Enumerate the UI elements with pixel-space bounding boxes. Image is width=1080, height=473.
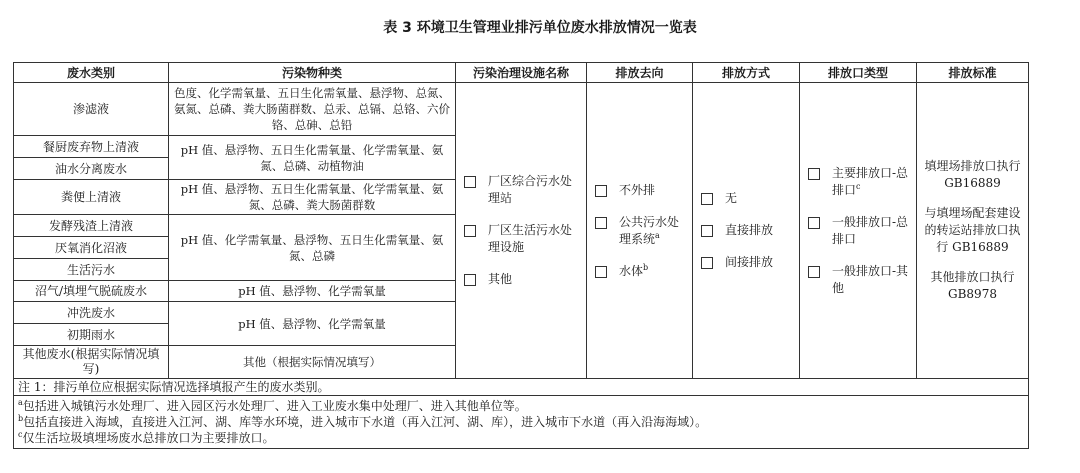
outlet-type-option[interactable] [804,165,912,199]
standard-text: 其他排放口执行 GB8978 [930,270,1015,301]
footnote-b [18,414,1024,430]
outlet-type-option[interactable] [804,263,912,297]
method-option[interactable] [697,190,795,207]
category-cell: 冲洗废水 [14,302,169,324]
category-cell: 粪便上清液 [14,180,169,215]
footnote-mark: c [18,430,23,439]
option-label: 公共污水处理系统 [619,214,680,246]
checkbox-icon [464,274,476,286]
destination-option[interactable] [591,263,688,280]
footnote-row [14,396,1029,449]
method-option[interactable] [697,222,795,239]
checkbox-icon [701,225,713,237]
footnote-mark: b [643,262,649,272]
checkbox-icon [701,257,713,269]
header-outlet-type: 排放口类型 [800,63,917,83]
header-category: 废水类别 [14,63,169,83]
checkbox-icon [808,217,820,229]
option-label: 主要排放口-总排口 [832,165,909,197]
facility-option[interactable] [460,271,582,288]
checkbox-icon [595,217,607,229]
pollutant-cell: 其他（根据实际情况填写） [169,346,456,379]
standard-text: 填埋场排放口执行 GB16889 [924,159,1021,190]
option-label: 水体 [619,263,644,278]
category-cell: 初期雨水 [14,324,169,346]
category-cell: 发酵残渣上清液 [14,215,169,237]
pollutant-cell: pH 值、悬浮物、五日生化需氧量、化学需氧量、氨氮、总磷、动植物油 [169,136,456,180]
option-label: 一般排放口-其他 [832,263,909,295]
category-cell: 油水分离废水 [14,158,169,180]
category-cell: 沼气/填埋气脱硫废水 [14,281,169,302]
checkbox-icon [595,185,607,197]
checkbox-icon [808,168,820,180]
checkbox-icon [595,266,607,278]
pollutant-cell: pH 值、悬浮物、五日生化需氧量、化学需氧量、氨氮、总磷、粪大肠菌群数 [169,180,456,215]
option-label: 厂区生活污水处理设施 [488,223,573,254]
header-method: 排放方式 [693,63,800,83]
checkbox-icon [808,266,820,278]
checkbox-icon [464,225,476,237]
standard-text: 与填埋场配套建设的转运站排放口执行 GB16889 [924,206,1021,254]
footnote-mark: b [18,414,24,423]
footnote-mark: c [856,181,861,191]
category-cell: 餐厨废弃物上清液 [14,136,169,158]
option-label: 无 [725,191,738,205]
outlet-type-option[interactable] [804,214,912,248]
footnote-c [18,430,1024,446]
pollutant-cell: pH 值、化学需氧量、悬浮物、五日生化需氧量、氨氮、总磷 [169,215,456,281]
option-label: 一般排放口-总排口 [832,214,909,246]
facility-options [456,83,587,379]
footnote-a [18,398,1024,414]
wastewater-table [13,62,1029,449]
header-standard: 排放标准 [917,63,1029,83]
footnote-mark: a [655,230,660,240]
method-option[interactable] [697,254,795,271]
checkbox-icon [701,193,713,205]
pollutant-cell: pH 值、悬浮物、化学需氧量 [169,302,456,346]
table-row [14,83,1029,136]
header-pollutants: 污染物种类 [169,63,456,83]
option-label: 直接排放 [725,223,774,237]
footnote-text: 包括进入城镇污水处理厂、进入园区污水处理厂、进入工业废水集中处理厂、进入其他单位等。 [22,399,527,413]
option-label: 不外排 [619,182,656,197]
checkbox-icon [464,176,476,188]
standard-cell [917,83,1029,379]
footnote-mark: a [18,398,23,407]
footnote-text: 包括直接进入海域，直接进入江河、湖、库等水环境，进入城市下水道（再入江河、湖、库），进入城市下水道（再入沿海海域）。 [23,415,708,429]
destination-options [587,83,693,379]
facility-option[interactable] [460,173,582,207]
method-options [693,83,800,379]
table-title: 表 3 环境卫生管理业排污单位废水排放情况一览表 [383,20,697,36]
header-row [14,63,1029,83]
option-label: 间接排放 [725,255,774,269]
pollutant-cell: pH 值、悬浮物、化学需氧量 [169,281,456,302]
category-cell: 生活污水 [14,259,169,281]
category-cell: 厌氧消化沼液 [14,237,169,259]
note-1: 注 1：排污单位应根据实际情况选择填报产生的废水类别。 [14,379,1029,396]
footnote-text: 仅生活垃圾填埋场废水总排放口为主要排放口。 [22,431,275,445]
option-label: 其他 [488,272,513,286]
note-row [14,379,1029,396]
pollutant-cell: 色度、化学需氧量、五日生化需氧量、悬浮物、总氮、氨氮、总磷、粪大肠菌群数、总汞、总镉、总铬、六价铬、总砷、总铅 [169,83,456,136]
facility-option[interactable] [460,222,582,256]
outlet-type-options [800,83,917,379]
category-cell: 渗滤液 [14,83,169,136]
header-destination: 排放去向 [587,63,693,83]
option-label: 厂区综合污水处理站 [488,174,573,205]
destination-option[interactable] [591,214,688,248]
footnotes [14,396,1029,449]
header-facility: 污染治理设施名称 [456,63,587,83]
category-cell: 其他废水(根据实际情况填写) [14,346,169,379]
destination-option[interactable] [591,182,688,199]
